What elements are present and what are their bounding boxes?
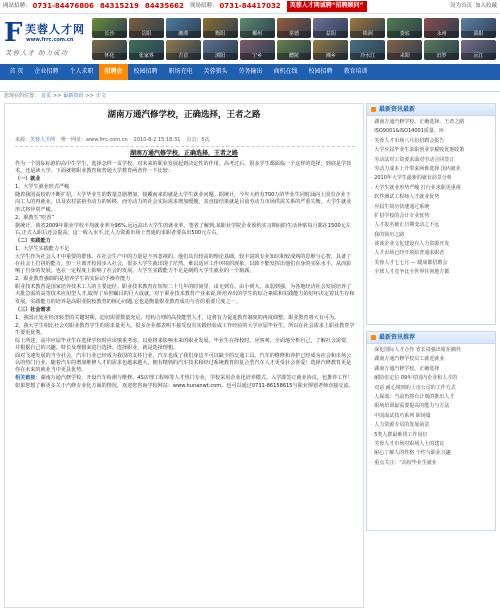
news-link[interactable]: · 2010年大学生最新的就业前景分析 <box>371 174 491 183</box>
news-link[interactable]: · ISO9001&ISO14001质量、环 <box>371 127 491 136</box>
news-link[interactable]: · 深化国际人才合作 省长周强出席在湘外 <box>371 346 491 355</box>
news-link[interactable]: · 湖南万通汽修学校，正确选择，王者之路 <box>371 118 491 127</box>
news-link[interactable]: · 芙蓉人才七七月 — 暖成都招聘会 <box>371 259 491 268</box>
nav-item[interactable]: 首 页 <box>9 68 24 75</box>
news-link[interactable]: · 耐防张定位 09年对国内企业和人才的 <box>371 374 491 383</box>
hits-label: 点击： <box>186 137 202 143</box>
news-link[interactable]: · 人保部：当前仍将有计划的推出人才 <box>371 393 491 402</box>
city-tile[interactable] <box>203 40 238 60</box>
article-url: www.frrc.com.cn <box>86 137 128 143</box>
related-link-label: 相关链接： <box>15 375 41 382</box>
article-paragraph <box>15 375 355 389</box>
city-tile[interactable] <box>424 18 459 38</box>
breadcrumb-separator: >> <box>53 93 62 100</box>
city-tile[interactable] <box>424 40 459 60</box>
city-tile[interactable] <box>240 40 275 60</box>
breadcrumb <box>4 92 496 101</box>
nav-item[interactable]: 教育培训 <box>343 68 368 75</box>
section-heading <box>15 176 355 183</box>
news-link[interactable]: · 人力资源专员的发展前景 <box>371 421 491 430</box>
news-link[interactable]: · 我的简历之路 <box>371 231 491 240</box>
news-link[interactable]: · 大学应届毕业生求职创业享税收优惠政策 <box>371 146 491 155</box>
news-link[interactable]: · 芙蓉人才市场八月份招聘会报告 <box>371 137 491 146</box>
paragraph-text: （一）就业 <box>15 176 41 183</box>
city-label: 岳阳 <box>129 31 164 38</box>
city-label: 汨罗 <box>424 53 459 60</box>
news-link[interactable]: · 大学生就业形势严峻 打行业求职更重视 <box>371 184 491 193</box>
section-heading <box>15 238 355 245</box>
hotline-phone-3: 84435662 <box>144 1 184 10</box>
breadcrumb-prefix: 您现在的位置： <box>4 93 40 100</box>
paragraph-text: 随着我国高校的不断扩招，大学毕业生的数量急剧增加，接踵而来的就是大学生就业问题。据统计，今年大约有700万的毕业生同时涌向上国有企业下岗工人的再就业，以及农村富裕劳动力的转移，而劳动力的社会实际需求增加缓慢，其直接结果就是目前劳动力市场供需关系的严重失衡，大学生就业形式将异常严峻。 <box>15 192 352 213</box>
latest-news-header <box>367 104 495 116</box>
latest-news-list <box>367 116 495 280</box>
section-heading <box>15 307 355 314</box>
hotline-label: 网站招聘： <box>3 2 31 9</box>
logo-title: 芙蓉人才网 <box>25 23 85 36</box>
city-tile[interactable] <box>313 40 348 60</box>
article-paragraph <box>15 184 355 191</box>
article-paragraph <box>15 223 355 237</box>
breadcrumb-section[interactable]: 最新资讯 <box>63 93 84 100</box>
paragraph-text: 2、职教生“吃香” <box>15 214 55 221</box>
top-links <box>450 3 497 10</box>
breadcrumb-separator: >> <box>85 93 94 100</box>
breadcrumb-current: 正文 <box>95 93 106 100</box>
recommended-news-box <box>366 331 496 531</box>
paragraph-text: 1、大学生实践能力不足 <box>15 245 70 252</box>
city-label: 衡阳 <box>203 31 238 38</box>
news-link[interactable]: · 湖南万通汽修学校，正确选择 <box>371 365 491 374</box>
nav-item[interactable]: 劳务输出 <box>238 68 263 75</box>
paragraph-text: 大学生作为社会人才中重要的群体，在社会生产中的力量是不容忽视的。他们具有较高的理论基础，较丰富的专业知识和较成熟的思维与心智，具备了在社会上打拼的能力，但一旦离开校园步入社会，很多大学生就出现了茫然、难以适应工作环境的现象，以致不能发挥出他们自身的实际水平，从而影响了自身的发展，也在一定程度上影响了社会的发展。大学生实践能力不足是制约大学生就业的一个瓶颈。 <box>15 253 352 275</box>
news-link[interactable]: · 劳动法对工资要求面对劳动合同签订 <box>371 156 491 165</box>
paragraph-text: 2、我大学生相比社会对职业教育学生的需求量更大。很多企业都表明不接受没有实践经验或工作经验的大学应届毕业生，所以在社会需求上职业教育学生要更优秀。 <box>15 322 355 336</box>
article-hits: 5次 <box>201 137 210 143</box>
bullet-icon <box>371 107 376 112</box>
news-link[interactable]: · 扩招学校的会计专业优势 <box>371 212 491 221</box>
city-label: 醴陵 <box>277 53 312 60</box>
news-link[interactable]: · 职场培训最需要提高的能力与方法 <box>371 402 491 411</box>
onsite-label: 现场招聘： <box>189 2 218 9</box>
nav-item[interactable]: 职场充电 <box>168 68 193 75</box>
recommended-news-title: 最新资讯推荐 <box>379 333 416 341</box>
news-link[interactable]: · 耐心了解人的性格 个性与职业兴趣 <box>371 449 491 458</box>
article-paragraph <box>15 323 355 337</box>
news-link[interactable]: · 应届生简历快速通过系统 <box>371 203 491 212</box>
city-tile[interactable] <box>92 18 127 38</box>
city-label: 宁乡 <box>240 53 275 60</box>
banner <box>0 14 500 64</box>
city-label: 株洲 <box>350 31 385 38</box>
news-link[interactable]: · 人才报名截止日期变动之不远 <box>371 221 491 230</box>
article-paragraph <box>15 315 355 322</box>
city-tile[interactable] <box>461 40 496 60</box>
city-label: 邵阳 <box>461 31 496 38</box>
article-source[interactable]: 芙蓉人才网 <box>30 137 56 143</box>
onsite-phone: 0731-84417032 <box>219 1 281 10</box>
paragraph-text: 1、我国正处在经济转型的关键时期，迫切需要数量充足、结构合理的高技能型人才，这将有力促进教育制度的再度调整，职业教育将大有可为。 <box>15 314 340 321</box>
news-link[interactable]: · 芙蓉人才市场对职场人士的建议 <box>371 440 491 449</box>
city-label: 湘潭 <box>166 31 201 38</box>
breadcrumb-home[interactable]: 首页 <box>41 93 52 100</box>
article-title: 湖南万通汽修学校，正确选择，王者之路 <box>107 110 261 120</box>
city-label: 长沙 <box>92 31 127 38</box>
logo-letter: F <box>4 18 23 48</box>
hotline-phone-2: 84315219 <box>99 1 139 10</box>
news-link[interactable]: · 湖南万通汽修学校员工就近就业 <box>371 355 491 364</box>
article-meta <box>15 137 355 147</box>
city-tile[interactable] <box>387 40 422 60</box>
paragraph-text: 面对飞速发展的当今社会，汽车行业已经成为我国的支柱行业，汽车也成了我们身边不可以缺少的交通工具。汽车的维修和养护已经成为社会和市场公认的热门行业，随着汽车的增加维修人才的需求也越来越大，拥有精熟的汽车技术和经过系统教育的复合型汽车人才更受社会喜爱！选择汽修教育更是你在未来的就业当中更具优势。 <box>15 353 352 374</box>
article-paragraph <box>15 161 355 175</box>
city-label: 常德 <box>277 31 312 38</box>
source-label: 来源： <box>15 137 31 143</box>
city-tile[interactable] <box>166 18 201 38</box>
city-tile[interactable] <box>203 18 238 38</box>
city-tile[interactable] <box>277 18 312 38</box>
city-label: 沅江 <box>461 53 496 60</box>
news-link[interactable]: · 劳动力成本上升带来两难选择 国内就业 <box>371 165 491 174</box>
recruit-slogan[interactable]: 芙蓉人才网诚聘“招聘顾问” <box>287 1 367 11</box>
paragraph-text: 1、大学生就业形式严峻 <box>15 184 70 191</box>
article-paragraph <box>15 246 355 253</box>
article-panel <box>4 103 364 608</box>
city-label: 张家界 <box>129 53 164 60</box>
news-link[interactable]: · 谈谈企业文化建设有人力资源开发 <box>371 240 491 249</box>
paragraph-text: 综上所述，高中应届毕业生在选择学校时应该慎重考虑，以免将来影响未来的职业发展。毕业生在择校时，应客观、全面地分析自己，了解社会需要，并根据自己的兴趣、特长及理想来进行选择。选择职业，就是选择理想。 <box>15 337 352 352</box>
city-label: 郴州 <box>240 31 275 38</box>
city-label: 耒阳 <box>387 53 422 60</box>
city-label: 永州 <box>424 31 459 38</box>
city-tile[interactable] <box>240 18 275 38</box>
nav-item[interactable]: 企业招聘 <box>34 68 59 75</box>
news-link[interactable]: · 全球人才竞争比全世界任何地方都 <box>371 268 491 277</box>
city-label: 吉首 <box>166 53 201 60</box>
city-tile[interactable] <box>350 40 385 60</box>
add-favorite-link[interactable]: 加入收藏 <box>474 2 497 9</box>
paragraph-text: 据统计，我省2009年职业学校平均就业率为96%,远远高出大学生的就业率。笔者了解到,某职业学院企业预约实习期间的生活补贴每月都在1500元左右,正式入职后还会提高。这一收入水平,比人力资源市场上普通的求职者要高出500元左右。 <box>15 222 351 236</box>
article-subtitle: 湖南万通汽修学校，正确选择，王者之路 <box>129 150 238 157</box>
nav-item[interactable]: 个人求职 <box>69 68 94 75</box>
article-paragraph <box>15 353 355 375</box>
city-tile[interactable] <box>313 18 348 38</box>
latest-news-title: 最新资讯最新 <box>379 105 416 113</box>
news-link[interactable]: · 重点关注：“高校毕业生就业 <box>371 459 491 468</box>
city-tile[interactable] <box>350 18 385 38</box>
latest-news-box <box>366 103 496 325</box>
news-link[interactable]: · 人才市场已经开放给普通求职者 <box>371 249 491 258</box>
city-selector <box>92 18 496 60</box>
recommended-news-list <box>367 344 495 470</box>
nav-item[interactable]: 校园招聘 <box>308 68 333 75</box>
nav-item[interactable]: 商机在线 <box>273 68 298 75</box>
article-paragraph <box>15 254 355 276</box>
city-tile[interactable] <box>129 40 164 60</box>
city-label: 湘乡 <box>313 53 348 60</box>
bullet-icon <box>371 335 376 340</box>
city-tile[interactable] <box>277 40 312 60</box>
nav-item[interactable]: 招聘会 <box>99 64 128 80</box>
sub-nav-bar <box>0 80 500 92</box>
city-label: 益阳 <box>313 31 348 38</box>
paragraph-text: 2、职业教育强调的是培养学生的实际动手操作能力 <box>15 276 131 283</box>
city-tile[interactable] <box>387 18 422 38</box>
city-tile[interactable] <box>129 18 164 38</box>
paragraph-text: （三）社会需求 <box>15 306 51 313</box>
paragraph-text: （二）实践能力 <box>15 237 51 244</box>
set-homepage-link[interactable]: 设为首页 <box>449 2 472 9</box>
paragraph-text: 职业技术教育是国家培养技术工人的主要途径。职业技术教育在短短二十几年的时间里，由无到有、由小到大、从弱到强，为各地经济社会发展培养了大批急需的高等技术应用型人才,取得了举世瞩目的巨大成就。对于职业技术教育产业来说,所培养出的学生的综合素质和实践能力的好坏决定着其生存和发展。实践能力的培养是高职业院校教育的核心问题,它也是衡量职业教育成功与否的重要尺度之一。 <box>15 284 355 305</box>
article-paragraph <box>15 215 355 222</box>
city-label: 浏阳 <box>203 53 238 60</box>
paragraph-text: 湖南万通汽修学校，开设汽车检测与维修、4S店理工程师等人才热门专业，学校采用企业化培养模式。入学即签订就业协议，包推荐工作！如果您想了解更多关于汽修专业化方面的情况，欢迎您咨询学校网站：www.hunanwt.com。也可以通过0731-86158615与职业规划老师直接交流。 <box>15 375 354 389</box>
news-link[interactable]: · 5类人群最难找工作岗位 <box>371 431 491 440</box>
nav-item[interactable]: 校园招聘 <box>133 68 158 75</box>
city-label: 娄底 <box>387 31 422 38</box>
article-paragraph <box>15 276 355 283</box>
article-paragraph <box>15 284 355 306</box>
logo-motto: 芙蓉人才 助力成功 <box>5 49 69 57</box>
paragraph-text: 作为一个国际标准的高中生学生，选择怎样一页学校，对未来的职业发展起到决定性的作用。高考过后，很多学生都面临一个这样的选择，到底是学技术，还是读大学。下面就将职业教育和普通大学教育两者作一下比较： <box>15 161 352 175</box>
recommended-news-header <box>367 332 495 344</box>
city-tile[interactable] <box>166 40 201 60</box>
hotline-bar <box>0 0 500 14</box>
nav-item[interactable]: 芙蓉猎头 <box>203 68 228 75</box>
site-logo[interactable] <box>4 20 88 60</box>
url-label: 唯一网址： <box>61 137 87 143</box>
article-date: 2010-8-2 15:18:31 <box>133 137 181 143</box>
news-link[interactable]: · 对话 耐心规则的上市公司的工作方式 <box>371 384 491 393</box>
article-body <box>15 161 355 391</box>
article-paragraph <box>15 338 355 352</box>
news-link[interactable]: · 软件测试工程师人才就业优势 <box>371 193 491 202</box>
city-tile[interactable] <box>92 40 127 60</box>
city-label: 怀化 <box>92 53 127 60</box>
logo-url: www.frrc.com.cn <box>26 37 74 43</box>
city-label: 冷水江 <box>350 53 385 60</box>
news-link[interactable]: · 中国面试技巧系列 职场篇 <box>371 412 491 421</box>
main-nav <box>0 64 500 80</box>
hotline-phone-1: 0731-84476806 <box>32 1 94 10</box>
city-tile[interactable] <box>461 18 496 38</box>
article-paragraph <box>15 192 355 214</box>
